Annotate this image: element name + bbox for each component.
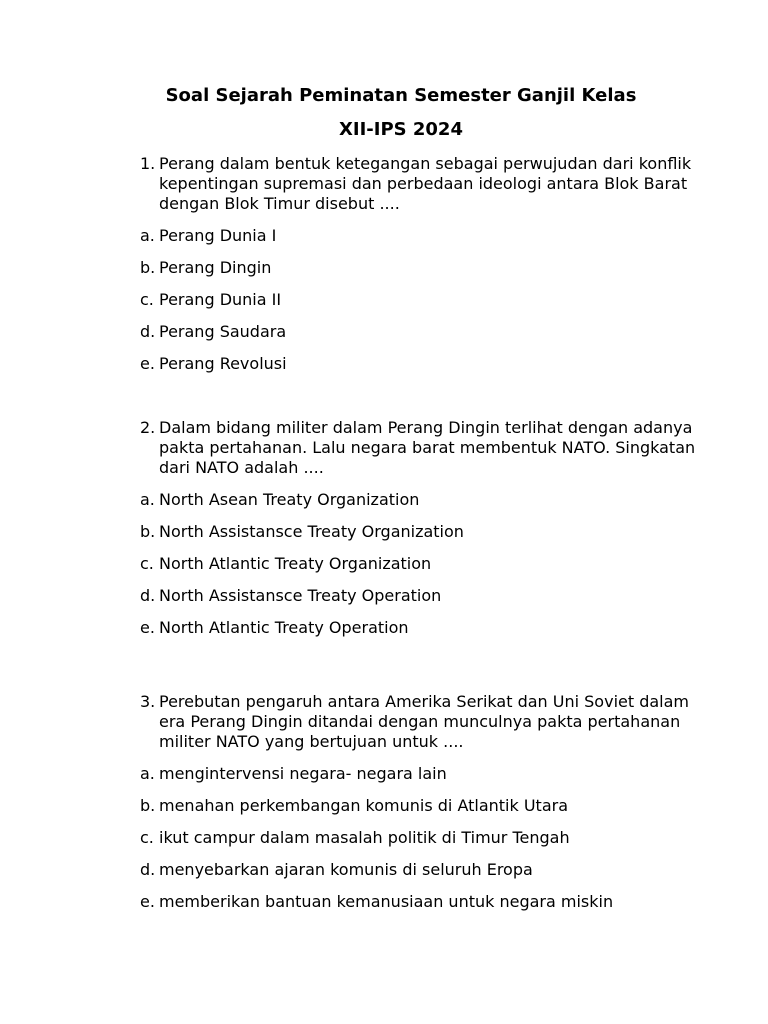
question-1-stem — [140, 154, 700, 214]
question-1-options — [140, 226, 700, 374]
option-letter: e. — [140, 892, 155, 911]
option-c — [140, 828, 700, 848]
option-letter: e. — [140, 354, 155, 373]
questions-list — [140, 154, 700, 924]
option-letter: d. — [140, 586, 156, 605]
question-2-stem — [140, 418, 700, 478]
option-text: North Atlantic Treaty Operation — [159, 618, 409, 637]
question-number: 2. — [140, 418, 156, 437]
question-text: Perang dalam bentuk ketegangan sebagai perwujudan dari konflik kepentingan supremasi dan perbedaan ideologi antara Blok Barat dengan Blok Timur disebut .... — [159, 154, 692, 213]
option-c — [140, 290, 700, 310]
option-a — [140, 764, 700, 784]
question-3 — [140, 692, 700, 912]
option-c — [140, 554, 700, 574]
option-text: Perang Dunia I — [159, 226, 277, 245]
option-text: North Asean Treaty Organization — [159, 490, 420, 509]
option-letter: b. — [140, 522, 156, 541]
option-e — [140, 618, 700, 638]
option-text: mengintervensi negara- negara lain — [159, 764, 447, 783]
option-text: North Assistansce Treaty Operation — [159, 586, 442, 605]
question-3-stem — [140, 692, 700, 752]
document-title-line-1: Soal Sejarah Peminatan Semester Ganjil Kelas — [165, 85, 637, 106]
option-letter: c. — [140, 828, 154, 847]
question-3-options — [140, 764, 700, 912]
option-letter: d. — [140, 860, 156, 879]
option-letter: a. — [140, 226, 155, 245]
option-text: memberikan bantuan kemanusiaan untuk negara miskin — [159, 892, 614, 911]
option-letter: d. — [140, 322, 156, 341]
option-letter: a. — [140, 490, 155, 509]
option-text: Perang Dunia II — [159, 290, 282, 309]
option-text: Perang Saudara — [159, 322, 287, 341]
question-spacer — [140, 650, 700, 692]
option-text: menahan perkembangan komunis di Atlantik Utara — [159, 796, 569, 815]
option-a — [140, 226, 700, 246]
option-text: North Atlantic Treaty Organization — [159, 554, 432, 573]
question-2-options — [140, 490, 700, 638]
option-text: Perang Dingin — [159, 258, 272, 277]
option-letter: b. — [140, 796, 156, 815]
option-letter: a. — [140, 764, 155, 783]
option-letter: c. — [140, 554, 154, 573]
question-text: Dalam bidang militer dalam Perang Dingin terlihat dengan adanya pakta pertahanan. Lalu negara barat membentuk NATO. Singkatan dari NATO adalah .... — [159, 418, 696, 477]
option-e — [140, 892, 700, 912]
option-d — [140, 586, 700, 606]
question-spacer — [140, 386, 700, 418]
option-b — [140, 258, 700, 278]
question-number: 3. — [140, 692, 156, 711]
option-b — [140, 796, 700, 816]
question-1 — [140, 154, 700, 374]
option-d — [140, 322, 700, 342]
option-text: Perang Revolusi — [159, 354, 287, 373]
option-e — [140, 354, 700, 374]
option-letter: b. — [140, 258, 156, 277]
option-text: ikut campur dalam masalah politik di Timur Tengah — [159, 828, 570, 847]
question-2 — [140, 418, 700, 638]
option-letter: e. — [140, 618, 155, 637]
option-a — [140, 490, 700, 510]
question-number: 1. — [140, 154, 156, 173]
question-text: Perebutan pengaruh antara Amerika Serikat dan Uni Soviet dalam era Perang Dingin ditandai dengan munculnya pakta pertahanan militer NATO yang bertujuan untuk .... — [159, 692, 690, 751]
document-title-line-2: XII-IPS 2024 — [339, 119, 463, 140]
option-letter: c. — [140, 290, 154, 309]
option-b — [140, 522, 700, 542]
option-text: menyebarkan ajaran komunis di seluruh Eropa — [159, 860, 533, 879]
option-d — [140, 860, 700, 880]
option-text: North Assistansce Treaty Organization — [159, 522, 464, 541]
